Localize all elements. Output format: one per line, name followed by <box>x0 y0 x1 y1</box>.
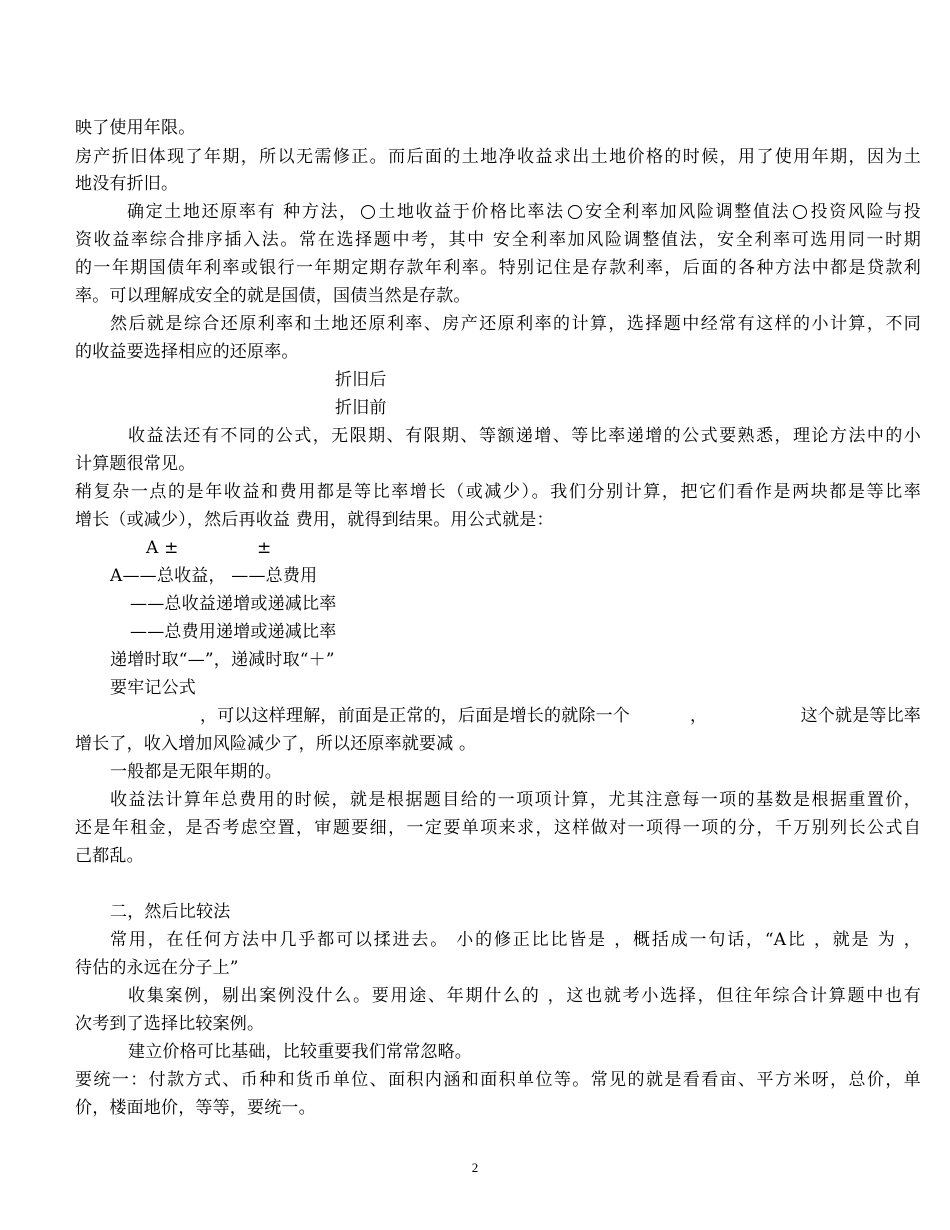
paragraph-line: 映了使用年限。 <box>75 118 196 138</box>
section-heading: 二，然后比较法 <box>110 902 231 922</box>
paragraph-line: 价，楼面地价，等等，要统一。 <box>75 1098 316 1118</box>
circle-bullet-icon <box>361 205 375 219</box>
paragraph-line: 收集案例，剔出案例没什么。要用途、年期什么的 ，这也就考小选择，但往年综合计算题中也有 <box>128 986 921 1006</box>
paragraph-line: 常用，在任何方法中几乎都可以揉进去。 小的修正比比皆是 ，概括成一句话，“A比 ，就是 为 ， <box>110 930 921 950</box>
paragraph-line: 房产折旧体现了年期，所以无需修正。而后面的土地净收益求出土地价格的时候，用了使用年期，因为土 <box>75 147 921 167</box>
paragraph-line <box>75 202 921 224</box>
paragraph-line: 资收益率综合排序插入法。常在选择题中考，其中 安全利率加风险调整值法，安全利率可选用同一时期 <box>75 230 921 250</box>
paragraph-line: ——总费用递增或递减比率 <box>130 622 337 642</box>
paragraph-line: 然后就是综合还原利率和土地还原利率、房产还原利率的计算，选择题中经常有这样的小计算，不同 <box>110 314 921 334</box>
page-number: 2 <box>471 1160 479 1175</box>
paragraph-line: 要统一：付款方式、币种和货币单位、面积内涵和面积单位等。常见的就是看看亩、平方米呀，总价，单 <box>75 1070 921 1090</box>
paragraph-line: 待估的永远在分子上” <box>75 958 239 978</box>
formula-label: 折旧后 <box>335 370 387 390</box>
paragraph-line: 增长了，收入增加风险减少了，所以还原率就要减 。 <box>75 734 477 754</box>
text-run: ， <box>690 706 708 726</box>
paragraph-line: 的一年期国债年利率或银行一年期定期存款年利率。特别记住是存款利率，后面的各种方法中都是贷款利 <box>75 258 921 278</box>
paragraph-line: A——总收益， ——总费用 <box>110 566 318 586</box>
paragraph-line: 地没有折旧。 <box>75 174 179 194</box>
formula-label: 折旧前 <box>335 398 387 418</box>
formula-fragment: ± <box>257 538 272 558</box>
circle-bullet-icon <box>568 205 582 219</box>
paragraph-line: 递增时取“—”，递减时取“＋” <box>110 650 335 670</box>
circle-bullet-icon <box>793 205 807 219</box>
paragraph-line: 收益法计算年总费用的时候，就是根据题目给的一项项计算，尤其注意每一项的基数是根据重置价， <box>110 790 921 810</box>
text-run: 这个就是等比率 <box>800 706 921 726</box>
paragraph-line: 率。可以理解成安全的就是国债，国债当然是存款。 <box>75 286 471 306</box>
paragraph-line: 次考到了选择比较案例。 <box>75 1014 265 1034</box>
paragraph-line: 要牢记公式 <box>110 678 196 698</box>
text-run: 安全利率加风险调整值法 <box>583 202 791 222</box>
formula-fragment: A ± <box>146 538 179 558</box>
paragraph-line: 的收益要选择相应的还原率。 <box>75 342 299 362</box>
paragraph-line: 己都乱。 <box>75 846 144 866</box>
text-run: 土地收益于价格比率法 <box>376 202 565 222</box>
paragraph-line: 稍复杂一点的是年收益和费用都是等比率增长（或减少）。我们分别计算，把它们看作是两块都是等比率 <box>75 482 921 502</box>
paragraph-line: 一般都是无限年期的。 <box>110 762 282 782</box>
text-run: 确定土地还原率有 种方法， <box>127 202 358 222</box>
paragraph-line: 收益法还有不同的公式，无限期、有限期、等额递增、等比率递增的公式要熟悉，理论方法中的小 <box>128 426 921 446</box>
paragraph-line: 建立价格可比基础，比较重要我们常常忽略。 <box>128 1042 472 1062</box>
paragraph-line: 增长（或减少），然后再收益 费用，就得到结果。用公式就是： <box>75 510 554 530</box>
text-run: 投资风险与投 <box>809 202 922 222</box>
paragraph-line: 还是年租金，是否考虑空置，审题要细，一定要单项来求，这样做对一项得一项的分，千万别列长公式自 <box>75 818 921 838</box>
paragraph-line: ——总收益递增或递减比率 <box>130 594 337 614</box>
paragraph-line: ，可以这样理解，前面是正常的，后面是增长的就除一个 <box>200 706 630 726</box>
paragraph-line: 计算题很常见。 <box>75 454 196 474</box>
